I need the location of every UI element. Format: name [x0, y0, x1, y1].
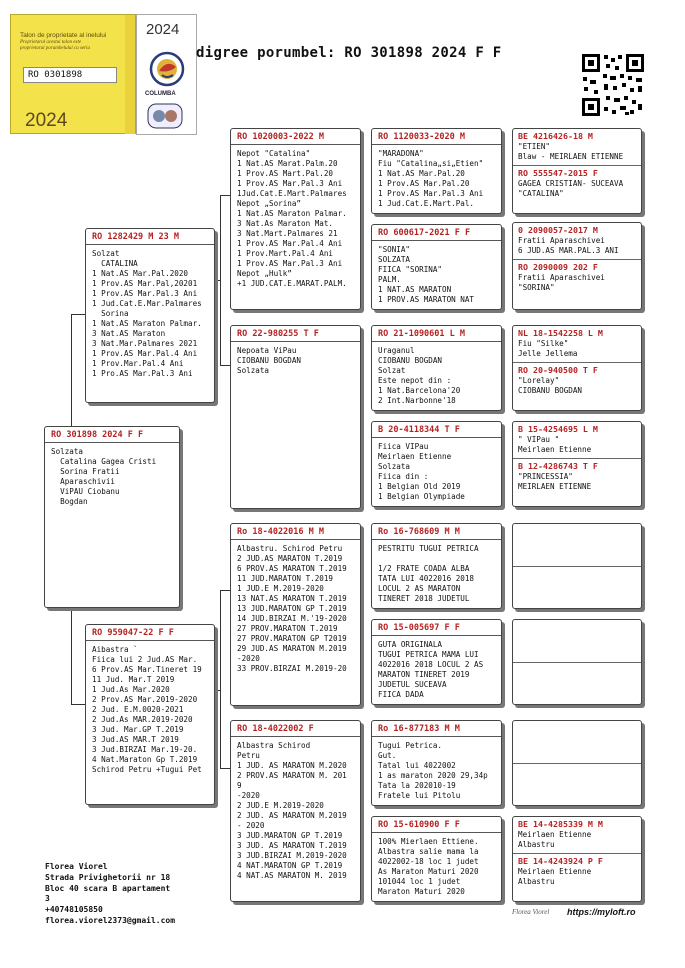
g4-line: GAGEA CRISTIAN- SUCEAVA: [518, 179, 624, 188]
sire-line: 3 Nat.AS Maraton: [92, 329, 166, 338]
g3-line: 1/2 FRATE COADA ALBA: [378, 564, 470, 573]
dam-dam-line: Albastra Schirod: [237, 741, 311, 750]
g4-details-6: [518, 376, 636, 396]
g3-line: 1 PROV.AS MARATON NAT: [378, 295, 475, 304]
sire-sire-line: Nepot „Hulk”: [237, 269, 292, 278]
columba-logo-icon: [149, 49, 185, 89]
g4-line: Albastru: [518, 877, 555, 886]
g4-line: Fiu "Silke": [518, 339, 569, 348]
dam-line: 3 Jud.AS MAR.T 2019: [92, 735, 179, 744]
sire-line: 1 Jud.Cat.E.Mar.Palmares: [92, 299, 202, 308]
dam-sire-line: -2020: [237, 654, 260, 663]
g3-line: GUTA ORIGINALA: [378, 640, 443, 649]
dam-line: 1 Jud.As Mar.2020: [92, 685, 170, 694]
stub-subtitle: Proprietarul acestui talon este proprietarul porumbelului cu seria: [20, 40, 90, 51]
g4-ring-10: BE 14-4243924 P F: [518, 856, 603, 866]
dam-dam-line: Petru: [237, 751, 260, 760]
g4-entry-1[interactable]: [513, 129, 641, 165]
g4-pair-1[interactable]: [512, 128, 642, 214]
g3-line: 1 Nat.AS Mar.Pal.20: [378, 169, 465, 178]
g4-details-10: [518, 867, 636, 887]
g3-details-2: [372, 243, 501, 305]
g3-ring-7: Ro 16-877183 M M: [378, 724, 460, 734]
g3-line: TUGUI PETRICA MAMA LUI: [378, 650, 479, 659]
owner-line: 3: [45, 894, 50, 904]
dam-line: 2 Jud.As MAR.2019-2020: [92, 715, 193, 724]
g4-details-3: [518, 236, 636, 256]
g3-line: Tatal lui 4022002: [378, 761, 456, 770]
g3-line: PESTRITU TUGUI PETRICA: [378, 544, 479, 553]
g3-line: Solzata: [378, 462, 411, 471]
sire-dam-details: [231, 344, 360, 376]
dam-sire-details: [231, 542, 360, 674]
g4-ring-5: NL 18-1542258 L M: [518, 328, 603, 338]
g3-line: LOCUL 2 AS MARATON: [378, 584, 461, 593]
dam-sire-line: 33 PROV.BIRZAI M.2019-20: [237, 664, 347, 673]
g4-pair-3[interactable]: [512, 325, 642, 411]
sire-sire-line: 1 Prov.AS Mart.Pal.20: [237, 169, 334, 178]
g4-ring-1: BE 4216426-18 M: [518, 131, 593, 141]
g3-line: Albastra salie mama la: [378, 847, 479, 856]
g3-line: CIOBANU BOGDAN: [378, 356, 443, 365]
subject-line: Catalina Gagea Cristi: [51, 457, 157, 466]
subject-line: Solzata: [51, 447, 84, 456]
sire-dam-card[interactable]: [230, 325, 361, 509]
g3-card-4[interactable]: [371, 421, 502, 507]
sire-sire-line: Nepot „Sorina”: [237, 199, 302, 208]
g4-entry-8[interactable]: [513, 458, 641, 495]
g4-pair-8[interactable]: [512, 816, 642, 902]
g4-line: Meirlaen Etienne: [518, 445, 592, 454]
dam-line: 3 Jud.BIRZAI Mar.19-20.: [92, 745, 198, 754]
dam-dam-line: 4 NAT.AS MARATON M. 2019: [237, 871, 347, 880]
g3-line: FIICA "SORINA": [378, 265, 443, 274]
g3-card-6[interactable]: [371, 619, 502, 705]
g4-line: Meirlaen Etienne: [518, 867, 592, 876]
g3-line: 1 Prov.AS Mar.Pal.3 Ani: [378, 189, 484, 198]
dam-dam-line: -2020: [237, 791, 260, 800]
signature: Florea Viorel: [512, 908, 550, 916]
dam-sire-line: 14 JUD.BIRZAI M.'19-2020: [237, 614, 347, 623]
g4-line: CIOBANU BOGDAN: [518, 386, 583, 395]
sire-sire-line: +1 JUD.CAT.E.MARAT.PALM.: [237, 279, 347, 288]
dam-sire-line: 1 JUD.E M.2019-2020: [237, 584, 324, 593]
g3-details-1: [372, 147, 501, 209]
qr-code-icon: [580, 52, 646, 118]
dam-details: [86, 643, 214, 775]
sire-dam-ring: RO 22-980255 T F: [237, 329, 319, 339]
seal-brand: COLUMBA: [145, 91, 176, 97]
g3-line: Tata la 202010-19: [378, 781, 456, 790]
sire-line: 1 Nat.AS Mar.Pal.2020: [92, 269, 189, 278]
g4-details-1: [518, 142, 636, 162]
g4-ring-4: RO 2090009 202 F: [518, 262, 598, 272]
dam-sire-line: 13 NAT.AS MARATON T.2019: [237, 594, 347, 603]
g3-line: Este nepot din :: [378, 376, 452, 385]
g3-line: TINERET 2018 JUDETUL: [378, 594, 470, 603]
stub-title: Talon de proprietate al inelului: [20, 32, 107, 39]
g4-details-2: [518, 179, 636, 199]
dam-dam-line: 3 JUD.BIRZAI M.2019-2020: [237, 851, 347, 860]
g4-ring-8: B 12-4286743 T F: [518, 461, 598, 471]
g4-line: " VIPau ": [518, 435, 560, 444]
g4-empty-3[interactable]: [512, 720, 642, 806]
g3-details-7: [372, 739, 501, 801]
subject-details: [45, 445, 179, 507]
g3-line: 100% Mierlaen Ettiene.: [378, 837, 479, 846]
g3-line: PALM.: [378, 275, 401, 284]
subject-line: Bogdan: [51, 497, 88, 506]
g3-line: Fiica VIPau: [378, 442, 429, 451]
dam-sire-line: 13 JUD.MARATON GP T.2019: [237, 604, 347, 613]
g4-ring-7: B 15-4254695 L M: [518, 424, 598, 434]
g3-card-2[interactable]: [371, 224, 502, 310]
g3-line: TATA LUI 4022016 2018: [378, 574, 475, 583]
sire-dam-line: CIOBANU BOGDAN: [237, 356, 302, 365]
sire-sire-line: Nepot "Catalina": [237, 149, 311, 158]
g3-line: SOLZATA: [378, 255, 411, 264]
dam-sire-card[interactable]: [230, 523, 361, 706]
sire-line: 1 Pro.AS Mar.Pal.3 Ani: [92, 369, 193, 378]
g4-line: Albastru: [518, 840, 555, 849]
subject-line: Aparaschivii: [51, 477, 116, 486]
g4-details-4: [518, 273, 636, 293]
g4-entry-5[interactable]: [513, 326, 641, 362]
ring-ownership-stub: [10, 14, 136, 134]
g3-card-5[interactable]: [371, 523, 502, 609]
g4-line: "SORINA": [518, 283, 555, 292]
dam-line: 2 Jud. E.M.0020-2021: [92, 705, 184, 714]
sire-sire-line: 1 Prov.AS Mar.Pal.4 Ani: [237, 239, 343, 248]
sire-sire-ring: RO 1020003-2022 M: [237, 132, 324, 142]
g4-line: Meirlaen Etienne: [518, 830, 592, 839]
dam-card[interactable]: [85, 624, 215, 805]
dam-dam-line: - 2020: [237, 821, 265, 830]
seal-year: 2024: [146, 21, 180, 38]
g3-line: Fiu "Catalina„si„Etien": [378, 159, 484, 168]
g4-line: Blaw - MEIRLAEN ETIENNE: [518, 152, 624, 161]
stub-year: 2024: [25, 110, 68, 131]
columba-seal: [136, 14, 197, 135]
g3-line: "SONIA": [378, 245, 411, 254]
owner-line: florea.viorel2373@gmail.com: [45, 915, 176, 925]
g4-line: "Lorelay": [518, 376, 560, 385]
stub-ring-number: RO 0301898: [23, 67, 117, 83]
g4-details-8: [518, 472, 636, 492]
g3-line: Fiica din :: [378, 472, 429, 481]
subject-line: ViPAU Ciobanu: [51, 487, 120, 496]
g3-card-8[interactable]: [371, 816, 502, 902]
g3-line: Fratele lui Pitolu: [378, 791, 461, 800]
dam-dam-details: [231, 739, 360, 881]
g4-entry-3[interactable]: [513, 223, 641, 259]
g3-details-3: [372, 344, 501, 406]
sire-line: CATALINA: [92, 259, 138, 268]
stub-stripe: [125, 15, 135, 134]
pigeon-badge-icon: [147, 103, 183, 129]
owner-line: Strada Privighetorii nr 18: [45, 872, 171, 882]
dam-dam-line: 3 JUD. AS MARATON T.2019: [237, 841, 347, 850]
dam-line: Fiica lui 2 Jud.AS Mar.: [92, 655, 198, 664]
sire-sire-line: 1 Nat.AS Maraton Palmar.: [237, 209, 347, 218]
g3-line: 1 Nat.Barcelona'20: [378, 386, 461, 395]
dam-dam-line: 4 NAT.MARATON GP T.2019: [237, 861, 343, 870]
sire-sire-line: 3 Nat.As Maraton Mat.: [237, 219, 334, 228]
g3-details-4: [372, 440, 501, 502]
dam-line: Aibastra `: [92, 645, 138, 654]
g4-entry-4[interactable]: [513, 259, 641, 296]
connector-subject-sire: [71, 314, 72, 428]
dam-dam-ring: RO 18-4022002 F: [237, 724, 314, 734]
g3-line: JUDETUL SUCEAVA: [378, 680, 447, 689]
sire-card[interactable]: [85, 228, 215, 403]
g3-card-3[interactable]: [371, 325, 502, 411]
g4-pair-4[interactable]: [512, 421, 642, 507]
dam-dam-line: 9: [237, 781, 242, 790]
g3-line: 1 Jud.Cat.E.Mart.Pal.: [378, 199, 475, 208]
connector-dam-parents: [220, 590, 221, 768]
g3-line: Gut.: [378, 751, 397, 760]
dam-dam-line: 2 JUD.E M.2019-2020: [237, 801, 324, 810]
sire-details: [86, 247, 214, 379]
dam-line: Schirod Petru +Tugui Pet: [92, 765, 202, 774]
subject-ring: RO 301898 2024 F F: [51, 430, 144, 440]
g4-entry-7[interactable]: [513, 422, 641, 458]
dam-sire-line: 27 PROV.MARATON GP T2019: [237, 634, 347, 643]
g3-line: 1 as maraton 2020 29,34p: [378, 771, 488, 780]
sire-sire-details: [231, 147, 360, 289]
g3-line: 1 Belgian Olympiade: [378, 492, 465, 501]
g4-entry-9[interactable]: [513, 817, 641, 853]
sire-line: 1 Prov.AS Mar.Pal,20201: [92, 279, 198, 288]
g4-line: "ETIEN": [518, 142, 551, 151]
g4-details-9: [518, 830, 636, 850]
dam-line: 2 Prov.AS Mar.2019-2020: [92, 695, 198, 704]
sire-line: Sorina: [92, 309, 129, 318]
sire-sire-line: 1 Prov.AS Mar.Pal.3 Ani: [237, 259, 343, 268]
g4-entry-2[interactable]: [513, 165, 641, 202]
dam-sire-line: 29 JUD.AS MARATON M.2019: [237, 644, 347, 653]
sire-sire-line: 1 Nat.AS Marat.Palm.20: [237, 159, 338, 168]
g3-line: Uraganul: [378, 346, 415, 355]
dam-line: 11 Jud. Mar.T 2019: [92, 675, 175, 684]
dam-sire-line: Albastru. Schirod Petru: [237, 544, 343, 553]
website-link[interactable]: https://myloft.ro: [567, 907, 636, 917]
g3-line: MARATON TINERET 2019: [378, 670, 470, 679]
g3-line: Meirlaen Etienne: [378, 452, 452, 461]
g4-empty-2[interactable]: [512, 619, 642, 705]
dam-line: 3 Jud. Mar.GP T.2019: [92, 725, 184, 734]
sire-dam-line: Solzata: [237, 366, 270, 375]
g3-line: 4022002-18 loc 1 judet: [378, 857, 479, 866]
g3-ring-5: Ro 16-768609 M M: [378, 527, 460, 537]
g4-line: Jelle Jellema: [518, 349, 578, 358]
sire-sire-line: 1 Prov.Mart.Pal.4 Ani: [237, 249, 334, 258]
g4-line: MEIRLAEN ETIENNE: [518, 482, 592, 491]
page-title: digree porumbel: RO 301898 2024 F F: [196, 45, 502, 61]
g3-line: 2 Int.Narbonne'18: [378, 396, 456, 405]
g4-line: "CATALINA": [518, 189, 564, 198]
owner-contact: [45, 862, 175, 927]
g4-entry-6[interactable]: [513, 362, 641, 399]
g4-line: Fratii Aparaschivei: [518, 236, 605, 245]
sire-line: 1 Prov.Mar.Pal.4 Ani: [92, 359, 184, 368]
owner-line: +40748105850: [45, 905, 103, 915]
g3-card-7[interactable]: [371, 720, 502, 806]
g4-details-5: [518, 339, 636, 359]
g4-ring-9: BE 14-4285339 M M: [518, 819, 603, 829]
dam-ring: RO 959047-22 F F: [92, 628, 174, 638]
dam-dam-line: 3 JUD.MARATON GP T.2019: [237, 831, 343, 840]
dam-sire-line: 6 PROV.AS MARATON T.2019: [237, 564, 347, 573]
sire-sire-card[interactable]: [230, 128, 361, 310]
g3-line: "MARADONA": [378, 149, 424, 158]
g3-line: Solzat: [378, 366, 406, 375]
sire-sire-line: 1Jud.Cat.E.Mart.Palmares: [237, 189, 347, 198]
g4-line: 6 JUD.AS MAR.PAL.3 ANI: [518, 246, 619, 255]
subject-card[interactable]: [44, 426, 180, 608]
g3-line: Tugui Petrica.: [378, 741, 443, 750]
dam-sire-ring: Ro 18-4022016 M M: [237, 527, 324, 537]
sire-sire-line: 1 Prov.AS Mar.Pal.3 Ani: [237, 179, 343, 188]
dam-line: 6 Prov.AS Mar.Tineret 19: [92, 665, 202, 674]
connector-subject-dam: [71, 605, 72, 705]
g4-ring-6: RO 20-940500 T F: [518, 365, 598, 375]
g3-line: 1 Belgian Old 2019: [378, 482, 461, 491]
g3-ring-4: B 20-4118344 T F: [378, 425, 460, 435]
dam-line: 4 Nat.Maraton Gp T.2019: [92, 755, 198, 764]
sire-line: Solzat: [92, 249, 120, 258]
sire-line: 1 Prov.AS Mar.Pal.3 Ani: [92, 289, 198, 298]
g4-ring-3: 0 2090057-2017 M: [518, 225, 598, 235]
g3-ring-6: RO 15-005697 F F: [378, 623, 460, 633]
g4-entry-10[interactable]: [513, 853, 641, 890]
g4-line: "PRINCESSIA": [518, 472, 573, 481]
owner-line: Bloc 40 scara B apartament: [45, 883, 171, 893]
dam-dam-line: 1 JUD. AS MARATON M.2020: [237, 761, 347, 770]
dam-sire-line: 11 JUD.MARATON T.2019: [237, 574, 334, 583]
sire-line: 3 Nat.Mar.Palmares 2021: [92, 339, 198, 348]
g3-details-5: [372, 542, 501, 604]
g3-line: 101044 loc 1 judet: [378, 877, 461, 886]
dam-dam-card[interactable]: [230, 720, 361, 902]
g4-line: Fratii Aparaschivei: [518, 273, 605, 282]
g3-details-6: [372, 638, 501, 700]
owner-line: Florea Viorel: [45, 862, 108, 871]
g3-line: 1 Prov.AS Mar.Pal.20: [378, 179, 470, 188]
g3-ring-3: RO 21-1090601 L M: [378, 329, 465, 339]
subject-line: Sorina Fratii: [51, 467, 120, 476]
g3-line: 1 NAT.AS MARATON: [378, 285, 452, 294]
dam-sire-line: 27 PROV.MARATON T.2019: [237, 624, 338, 633]
g3-line: As Maraton Maturi 2020: [378, 867, 479, 876]
sire-sire-line: 3 Nat.Mart.Palmares 21: [237, 229, 338, 238]
g3-ring-2: RO 600617-2021 F F: [378, 228, 471, 238]
g3-line: Maraton Maturi 2020: [378, 887, 465, 896]
g3-line: [378, 554, 495, 564]
sire-ring: RO 1282429 M 23 M: [92, 232, 179, 242]
dam-dam-line: 2 JUD. AS MARATON M.2019: [237, 811, 347, 820]
g3-line: 4022016 2018 LOCUL 2 AS: [378, 660, 484, 669]
g3-ring-1: RO 1120033-2020 M: [378, 132, 465, 142]
sire-line: 1 Nat.AS Maraton Palmar.: [92, 319, 202, 328]
g3-details-8: [372, 835, 501, 897]
g4-pair-2[interactable]: [512, 222, 642, 310]
g3-line: FIICA DADA: [378, 690, 424, 699]
sire-dam-line: Nepoata ViPau: [237, 346, 297, 355]
g4-empty-1[interactable]: [512, 523, 642, 609]
dam-sire-line: 2 JUD.AS MARATON T.2019: [237, 554, 343, 563]
g4-details-7: [518, 435, 636, 455]
g3-ring-8: RO 15-610900 F F: [378, 820, 460, 830]
g4-ring-2: RO 555547-2015 F: [518, 168, 598, 178]
sire-line: 1 Prov.AS Mar.Pal.4 Ani: [92, 349, 198, 358]
dam-dam-line: 2 PROV.AS MARATON M. 201: [237, 771, 347, 780]
g3-card-1[interactable]: [371, 128, 502, 214]
